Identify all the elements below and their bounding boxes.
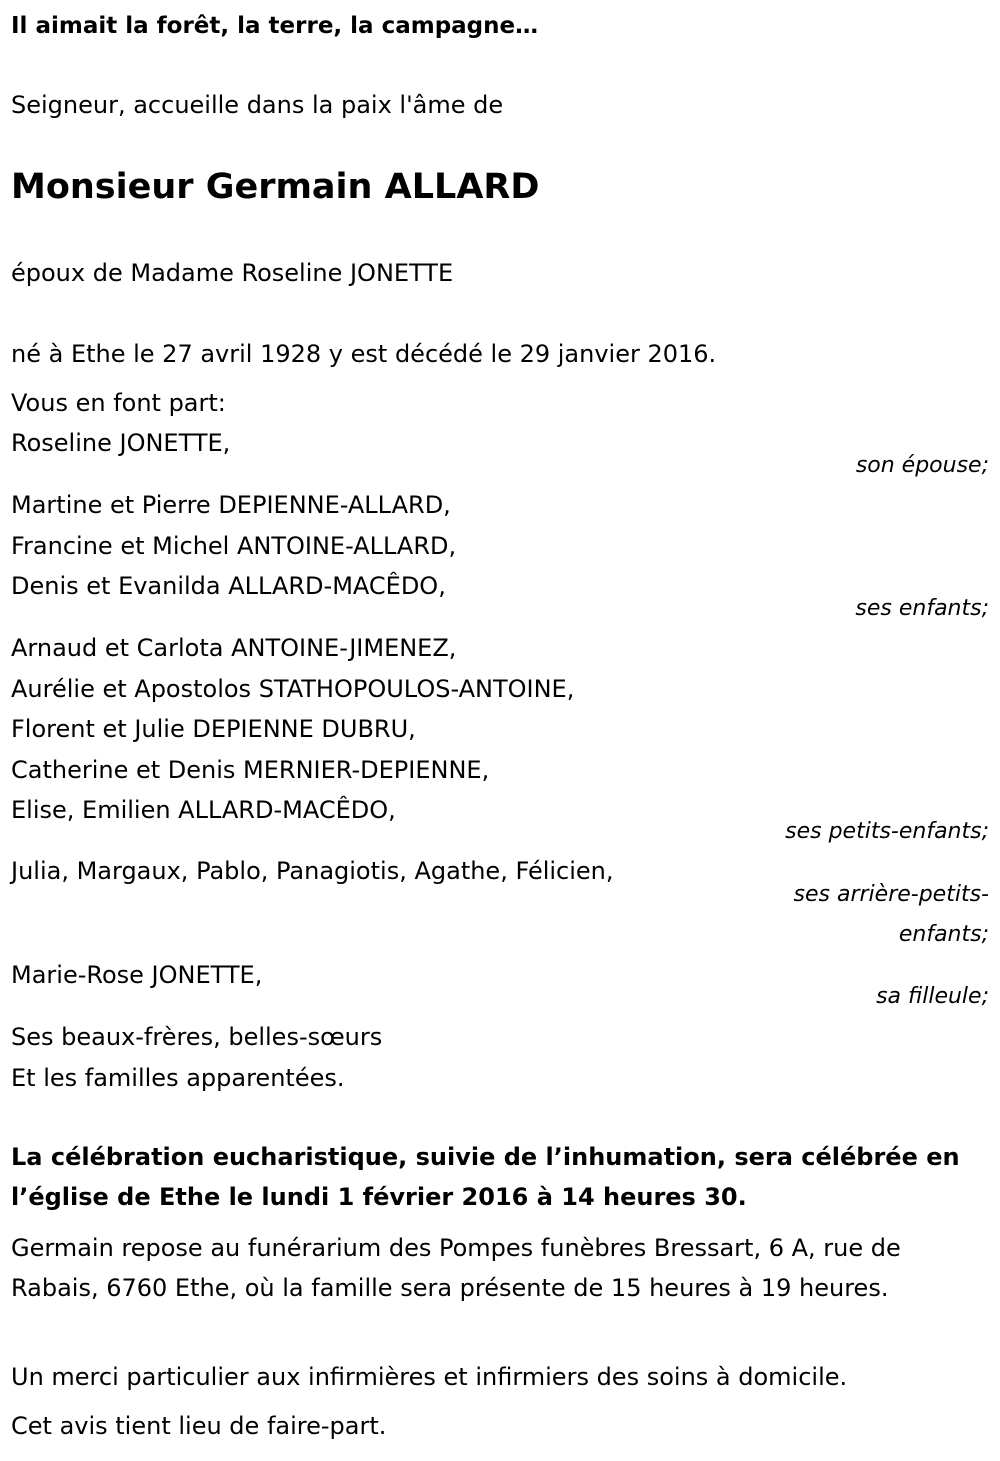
announce-intro: Vous en font part:: [11, 389, 226, 417]
funerarium-details: Germain repose au funérarium des Pompes funèbres Bressart, 6 A, rue de Rabais, 6760 Ethe, où la famille sera présente de 15 heures à 19 heures.: [11, 1234, 901, 1302]
family-group-grandchildren: [11, 628, 574, 831]
ceremony-details: La célébration eucharistique, suivie de l’inhumation, sera célébrée en l’église de Ethe le lundi 1 février 2016 à 14 heures 30.: [11, 1143, 960, 1211]
relation-great-grandchildren: [794, 875, 989, 955]
relation-label: sa filleule;: [876, 984, 989, 1009]
relation-goddaughter: [876, 977, 989, 1017]
family-member-name: Roseline JONETTE,: [11, 429, 231, 457]
spouse-line: époux de Madame Roseline JONETTE: [11, 259, 454, 287]
family-member-name: Marie-Rose JONETTE,: [11, 961, 263, 989]
family-member-name: Florent et Julie DEPIENNE DUBRU,: [11, 715, 416, 743]
family-member-name: Martine et Pierre DEPIENNE-ALLARD,: [11, 491, 451, 519]
family-group-goddaughter: [11, 955, 262, 996]
relation-spouse: [856, 446, 989, 486]
family-member-name: Et les familles apparentées.: [11, 1063, 345, 1092]
family-member-name: Francine et Michel ANTOINE-ALLARD,: [11, 531, 457, 560]
family-group-children: [11, 485, 456, 607]
relation-label: ses arrière-petits-: [793, 882, 989, 907]
family-group-in-laws: [11, 1017, 382, 1098]
family-member-name: Catherine et Denis MERNIER-DEPIENNE,: [11, 755, 490, 784]
family-member-name: Aurélie et Apostolos STATHOPOULOS-ANTOINE,: [11, 674, 575, 703]
family-group-great-grandchildren: [11, 851, 614, 892]
relation-label: ses petits-enfants;: [785, 819, 989, 844]
family-member-name: Denis et Evanilda ALLARD-MACÊDO,: [11, 572, 446, 600]
invocation: Seigneur, accueille dans la paix l'âme de: [11, 91, 504, 119]
relation-label: son épouse;: [855, 453, 989, 478]
relation-label: enfants;: [898, 922, 989, 947]
birth-death-line: né à Ethe le 27 avril 1928 y est décédé le 29 janvier 2016.: [11, 340, 717, 368]
family-member-name: Ses beaux-frères, belles-sœurs: [11, 1023, 383, 1051]
family-group-spouse: [11, 423, 230, 464]
family-member-name: Julia, Margaux, Pablo, Panagiotis, Agathe, Félicien,: [11, 857, 614, 885]
family-member-name: Elise, Emilien ALLARD-MACÊDO,: [11, 796, 396, 824]
deceased-name: Monsieur Germain ALLARD: [11, 167, 540, 207]
relation-label: ses enfants;: [855, 596, 989, 621]
closing-line: Cet avis tient lieu de faire-part.: [11, 1412, 387, 1440]
relation-grandchildren: [785, 812, 989, 852]
family-member-name: Arnaud et Carlota ANTOINE-JIMENEZ,: [11, 634, 457, 662]
relation-children: [855, 589, 989, 629]
epigraph: Il aimait la forêt, la terre, la campagne…: [11, 13, 539, 39]
thanks-line: Un merci particulier aux infirmières et infirmiers des soins à domicile.: [11, 1363, 848, 1391]
